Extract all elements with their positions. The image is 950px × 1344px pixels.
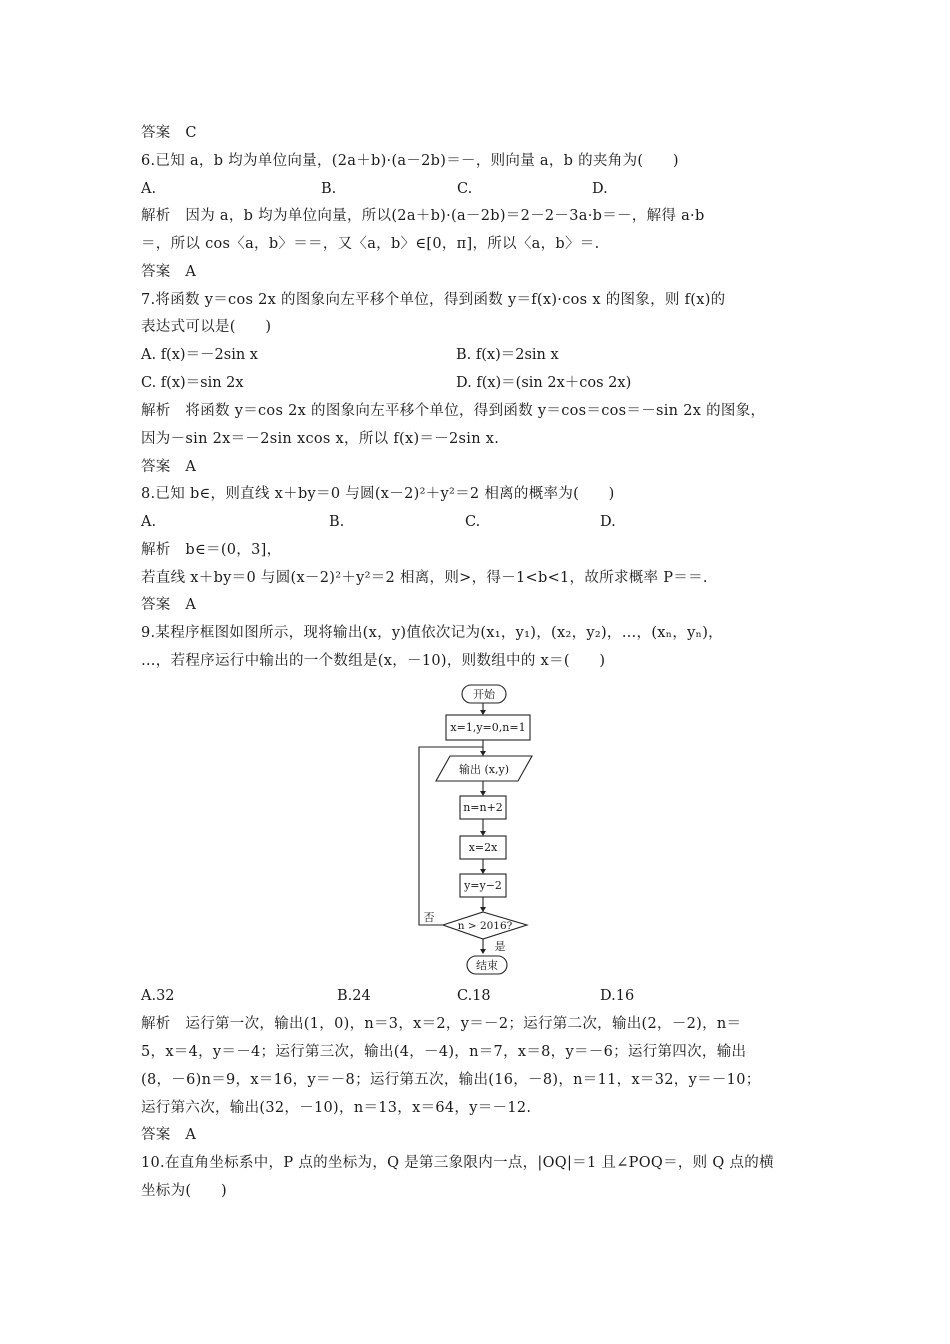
q6-solution-line-2: ＝，所以 cos〈a，b〉＝＝，又〈a，b〉∈[0，π]，所以〈a，b〉＝.: [141, 236, 600, 252]
q8-option-b: B.: [329, 514, 345, 530]
q9-option-c: C.18: [457, 988, 491, 1004]
q9-solution-line-1: 解析 运行第一次，输出(1，0)，n＝3，x＝2，y＝－2；运行第二次，输出(2，－2)，n＝: [141, 1016, 742, 1032]
question-6: 6.已知 a，b 均为单位向量，(2a＋b)·(a－2b)＝－，则向量 a，b 的夹角为( ): [141, 153, 679, 169]
question-10-line-2: 坐标为( ): [141, 1183, 227, 1199]
question-8: 8.已知 b∈，则直线 x＋by＝0 与圆(x－2)²＋y²＝2 相离的概率为( ): [141, 486, 615, 502]
flowchart-init-label: x=1,y=0,n=1: [450, 721, 526, 734]
flowchart-no-label: 否: [423, 911, 435, 924]
q9-solution-line-2: 5，x＝4，y＝－4；运行第三次，输出(4，－4)，n＝7，x＝8，y＝－6；运行第四次，输出: [141, 1044, 747, 1060]
flowchart-end-label: 结束: [476, 959, 498, 972]
q6-option-a: A.: [141, 181, 157, 197]
flowchart-step-x-label: x=2x: [468, 841, 498, 854]
question-7-line-1: 7.将函数 y＝cos 2x 的图象向左平移个单位，得到函数 y＝f(x)·cos x 的图象，则 f(x)的: [141, 292, 726, 308]
q6-option-c: C.: [457, 181, 473, 197]
answer-9: 答案 A: [141, 1127, 197, 1143]
question-9-line-1: 9.某程序框图如图所示，现将输出(x，y)值依次记为(x₁，y₁)，(x₂，y₂)，…，(xₙ，yₙ)，: [141, 625, 723, 641]
flowchart-step-y-label: y=y−2: [464, 879, 502, 892]
q7-option-b: B. f(x)＝2sin x: [456, 347, 559, 363]
q8-option-c: C.: [465, 514, 481, 530]
q9-solution-line-4: 运行第六次，输出(32，－10)，n＝13，x＝64，y＝－12.: [141, 1100, 532, 1116]
flowchart-output-label: 输出 (x,y): [459, 763, 509, 776]
answer-5: 答案 C: [141, 125, 197, 141]
q8-option-a: A.: [141, 514, 157, 530]
flowchart-step-n-label: n=n+2: [463, 801, 503, 814]
q6-option-b: B.: [321, 181, 337, 197]
flowchart-yes-label: 是: [494, 940, 506, 953]
question-7-line-2: 表达式可以是( ): [141, 319, 272, 335]
q7-option-a: A. f(x)＝－2sin x: [141, 347, 258, 363]
q8-solution-line-1: 解析 b∈＝(0，3]，: [141, 542, 282, 558]
answer-6: 答案 A: [141, 264, 197, 280]
flowchart-condition-label: n > 2016?: [457, 920, 513, 932]
program-flowchart: [410, 680, 550, 978]
q8-option-d: D.: [600, 514, 616, 530]
answer-8: 答案 A: [141, 597, 197, 613]
q7-solution-line-1: 解析 将函数 y＝cos 2x 的图象向左平移个单位，得到函数 y＝cos＝cos＝－sin 2x 的图象，: [141, 403, 766, 419]
q9-option-b: B.24: [337, 988, 371, 1004]
q9-option-a: A.32: [141, 988, 175, 1004]
q7-option-d: D. f(x)＝(sin 2x＋cos 2x): [456, 375, 632, 391]
q6-solution-line-1: 解析 因为 a，b 均为单位向量，所以(2a＋b)·(a－2b)＝2－2－3a·b＝－，解得 a·b: [141, 208, 705, 224]
flowchart-start-label: 开始: [473, 688, 495, 701]
q9-solution-line-3: (8，－6)n＝9，x＝16，y＝－8；运行第五次，输出(16，－8)，n＝11，x＝32，y＝－10；: [141, 1072, 761, 1088]
q6-option-d: D.: [592, 181, 608, 197]
answer-7: 答案 A: [141, 459, 197, 475]
q7-option-c: C. f(x)＝sin 2x: [141, 375, 244, 391]
question-9-line-2: …，若程序运行中输出的一个数组是(x，－10)，则数组中的 x＝( ): [141, 653, 606, 669]
q7-solution-line-2: 因为－sin 2x＝－2sin xcos x，所以 f(x)＝－2sin x.: [141, 431, 500, 447]
q8-solution-line-2: 若直线 x＋by＝0 与圆(x－2)²＋y²＝2 相离，则>，得－1<b<1，故所求概率 P＝＝.: [141, 570, 708, 586]
question-10-line-1: 10.在直角坐标系中，P 点的坐标为，Q 是第三象限内一点，|OQ|＝1 且∠POQ＝，则 Q 点的横: [141, 1155, 774, 1171]
q9-option-d: D.16: [600, 988, 635, 1004]
